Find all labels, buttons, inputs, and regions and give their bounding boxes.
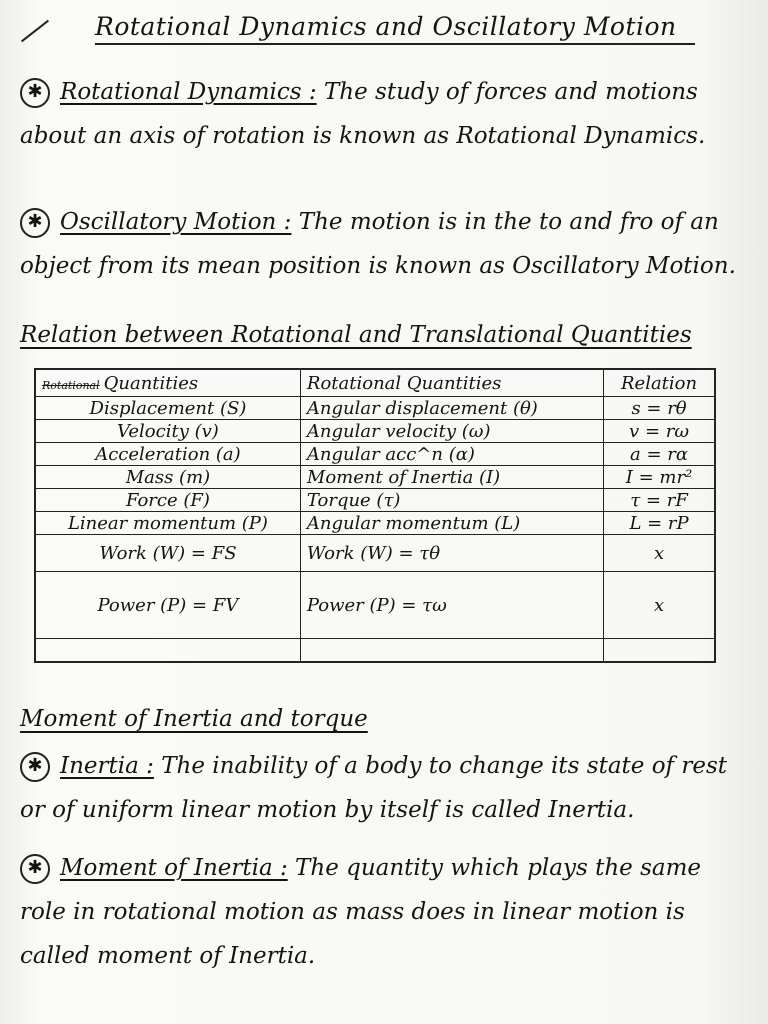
rotational-cell: Power (P) = τω (300, 572, 603, 639)
relation-cell: L = rP (604, 512, 715, 535)
table-header-row (35, 369, 715, 397)
translational-cell: Velocity (v) (35, 420, 300, 443)
circled-star-icon: ✱ (20, 752, 50, 782)
circled-star-icon: ✱ (20, 854, 50, 884)
definition-text: The motion is in the to and fro of an object from its mean position is known as Oscillatory Motion. (20, 209, 736, 279)
relation-table (34, 368, 716, 663)
table-row (35, 572, 715, 639)
crossed-out-word: Rotational (42, 378, 100, 392)
margin-tick-mark (21, 20, 49, 43)
relation-cell: I = mr² (604, 466, 715, 489)
relation-cell: x (604, 572, 715, 639)
bullet-term: Moment of Inertia : (60, 855, 288, 881)
relation-cell: s = rθ (604, 397, 715, 420)
definition-rotational-dynamics (20, 70, 740, 158)
relation-cell: x (604, 535, 715, 572)
header-rotational: Rotational Quantities (300, 369, 603, 397)
table-row (35, 397, 715, 420)
rotational-cell: Angular acc^n (α) (300, 443, 603, 466)
translational-cell: Linear momentum (P) (35, 512, 300, 535)
rotational-cell: Angular velocity (ω) (300, 420, 603, 443)
rotational-cell: Angular momentum (L) (300, 512, 603, 535)
table-row (35, 489, 715, 512)
translational-cell: Power (P) = FV (35, 572, 300, 639)
translational-cell: Acceleration (a) (35, 443, 300, 466)
bullet-inertia (20, 744, 740, 832)
table-row (35, 512, 715, 535)
translational-cell: Force (F) (35, 489, 300, 512)
header-translational: Rotational Quantities (35, 369, 300, 397)
definition-text: The study of forces and motions about an axis of rotation is known as Rotational Dynamics. (20, 79, 706, 149)
circled-star-icon: ✱ (20, 208, 50, 238)
rotational-cell: Moment of Inertia (I) (300, 466, 603, 489)
bullet-text: The quantity which plays the same role in rotational motion as mass does in linear motion is called moment of Inertia. (20, 855, 702, 969)
translational-cell: Work (W) = FS (35, 535, 300, 572)
relation-cell: v = rω (604, 420, 715, 443)
moment-of-inertia-heading: Moment of Inertia and torque (20, 706, 368, 732)
table-row (35, 443, 715, 466)
table-row (35, 466, 715, 489)
table-row (35, 535, 715, 572)
bullet-moment-of-inertia (20, 846, 740, 978)
bullet-term: Inertia : (60, 753, 154, 779)
relation-heading: Relation between Rotational and Translational Quantities (20, 322, 692, 348)
table-row-empty (35, 639, 715, 663)
translational-cell: Displacement (S) (35, 397, 300, 420)
definition-term: Rotational Dynamics : (60, 79, 317, 105)
rotational-cell: Torque (τ) (300, 489, 603, 512)
relation-cell: τ = rF (604, 489, 715, 512)
rotational-cell: Angular displacement (θ) (300, 397, 603, 420)
table-row (35, 420, 715, 443)
translational-cell: Mass (m) (35, 466, 300, 489)
circled-star-icon: ✱ (20, 78, 50, 108)
bullet-text: The inability of a body to change its state of rest or of uniform linear motion by itself is called Inertia. (20, 753, 728, 823)
header-relation: Relation (604, 369, 715, 397)
relation-cell: a = rα (604, 443, 715, 466)
page-title: Rotational Dynamics and Oscillatory Motion (95, 12, 695, 45)
rotational-cell: Work (W) = τθ (300, 535, 603, 572)
definition-term: Oscillatory Motion : (60, 209, 292, 235)
definition-oscillatory-motion (20, 200, 740, 288)
